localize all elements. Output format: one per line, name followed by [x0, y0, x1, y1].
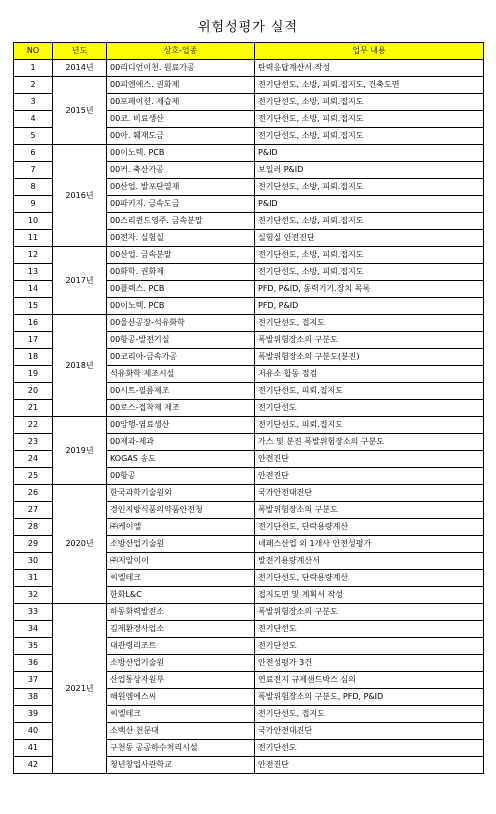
company-cell: 씨엘테크 [107, 570, 255, 587]
company-cell: 00로스-접착제 제조 [107, 400, 255, 417]
work-cell: 전기단선도, 접지도 [255, 315, 484, 332]
work-cell: 전기단선도 [255, 621, 484, 638]
header-work: 업무 내용 [255, 43, 484, 60]
row-number: 33 [14, 604, 53, 621]
work-cell: 전기단선도 [255, 638, 484, 655]
work-cell: 전기단선도, 소방, 피뢰.접지도 [255, 111, 484, 128]
row-number: 9 [14, 196, 53, 213]
company-cell: 한국과학기술원외 [107, 485, 255, 502]
year-cell: 2020년 [53, 485, 107, 604]
work-cell: 폭발위험장소의 구분도, PFD, P&ID [255, 689, 484, 706]
row-number: 24 [14, 451, 53, 468]
company-cell: 00화학. 권화제 [107, 264, 255, 281]
company-cell: 00스리퀸드영주. 금속분말 [107, 213, 255, 230]
company-cell: 대관령리조트 [107, 638, 255, 655]
row-number: 15 [14, 298, 53, 315]
row-number: 28 [14, 519, 53, 536]
work-cell: 안전진단 [255, 757, 484, 774]
work-cell: 전기단선도, 소방, 피뢰.접지도, 건축도면 [255, 77, 484, 94]
table-row [14, 145, 484, 162]
row-number: 41 [14, 740, 53, 757]
work-cell: 전기단선도, 소방, 피뢰.접지도 [255, 213, 484, 230]
row-number: 42 [14, 757, 53, 774]
row-number: 14 [14, 281, 53, 298]
company-cell: 00이노텍. PCB [107, 145, 255, 162]
company-cell: 구천동 공공하수처리시설 [107, 740, 255, 757]
work-cell: PFD, P&ID, 동력기기.장치 목록 [255, 281, 484, 298]
row-number: 38 [14, 689, 53, 706]
company-cell: 00항공 [107, 468, 255, 485]
year-cell: 2016년 [53, 145, 107, 247]
company-cell: 00플렉스. PCB [107, 281, 255, 298]
table-row [14, 604, 484, 621]
row-number: 19 [14, 366, 53, 383]
table-row [14, 315, 484, 332]
work-cell: 전기단선도, 소방, 피뢰.접지도 [255, 247, 484, 264]
row-number: 23 [14, 434, 53, 451]
row-number: 21 [14, 400, 53, 417]
row-number: 12 [14, 247, 53, 264]
work-cell: P&ID [255, 145, 484, 162]
company-cell: 경인지방식품의약품안전청 [107, 502, 255, 519]
work-cell: 전기단선도, 소방, 피뢰.접지도 [255, 94, 484, 111]
company-cell: 씨엘테크 [107, 706, 255, 723]
company-cell: 00제과-제과 [107, 434, 255, 451]
row-number: 13 [14, 264, 53, 281]
row-number: 34 [14, 621, 53, 638]
company-cell: 하동화력발전소 [107, 604, 255, 621]
work-cell: 폭발위험장소의 구분도 [255, 604, 484, 621]
company-cell: 00코리아-금속가공 [107, 349, 255, 366]
company-cell: 00리디언이천. 원료가공 [107, 60, 255, 77]
work-cell: 가스 및 분진 폭발위험장소의 구분도 [255, 434, 484, 451]
company-cell: 00산업. 발포단열재 [107, 179, 255, 196]
work-cell: 국가안전대진단 [255, 485, 484, 502]
work-cell: 전기단선도 [255, 400, 484, 417]
year-cell: 2014년 [53, 60, 107, 77]
header-row [14, 43, 484, 60]
company-cell: KOGAS 송도 [107, 451, 255, 468]
company-cell: 00산업. 금속분말 [107, 247, 255, 264]
company-cell: 석유화학 제조시설 [107, 366, 255, 383]
company-cell: ㈜케이엘 [107, 519, 255, 536]
row-number: 18 [14, 349, 53, 366]
row-number: 1 [14, 60, 53, 77]
year-cell: 2015년 [53, 77, 107, 145]
row-number: 3 [14, 94, 53, 111]
work-cell: 전기단선도, 소방, 피뢰.접지도 [255, 264, 484, 281]
work-cell: 전기단선도, 단락용량계산 [255, 519, 484, 536]
year-cell: 2018년 [53, 315, 107, 417]
company-cell: 00파키지. 금속도금 [107, 196, 255, 213]
work-cell: 폭발위험장소의 구분도 [255, 502, 484, 519]
company-cell: 소백산 천문대 [107, 723, 255, 740]
work-cell: 접지도면 및 계획서 작성 [255, 587, 484, 604]
row-number: 29 [14, 536, 53, 553]
work-cell: 안전진단 [255, 451, 484, 468]
work-cell: 저유소 합동 점검 [255, 366, 484, 383]
company-cell: 00울산공장-석유화학 [107, 315, 255, 332]
row-number: 37 [14, 672, 53, 689]
work-cell: 전기단선도, 접지도 [255, 706, 484, 723]
work-cell: 안전성평가 3건 [255, 655, 484, 672]
work-cell: 연료전지 규제샌드박스 심의 [255, 672, 484, 689]
row-number: 27 [14, 502, 53, 519]
table-row [14, 77, 484, 94]
company-cell: 00시트-필름제조 [107, 383, 255, 400]
row-number: 6 [14, 145, 53, 162]
work-cell: 전기단선도 [255, 740, 484, 757]
work-cell: P&ID [255, 196, 484, 213]
company-cell: 00포페이션. 제습제 [107, 94, 255, 111]
work-cell: 전기단선도, 단락용량계산 [255, 570, 484, 587]
work-cell: 보일러 P&ID [255, 162, 484, 179]
company-cell: 해원엠에스씨 [107, 689, 255, 706]
work-cell: 국가안전대진단 [255, 723, 484, 740]
row-number: 39 [14, 706, 53, 723]
row-number: 26 [14, 485, 53, 502]
row-number: 32 [14, 587, 53, 604]
company-cell: 00아. 훼재도금 [107, 128, 255, 145]
table-row [14, 247, 484, 264]
company-cell: 소방산업기술원 [107, 655, 255, 672]
work-cell: 네패스산업 외 1개사 안전성평가 [255, 536, 484, 553]
row-number: 22 [14, 417, 53, 434]
row-number: 4 [14, 111, 53, 128]
row-number: 20 [14, 383, 53, 400]
company-cell: 00항공-발전기실 [107, 332, 255, 349]
company-cell: 00코. 비료생산 [107, 111, 255, 128]
row-number: 31 [14, 570, 53, 587]
work-cell: 전기단선도, 피뢰.접지도 [255, 383, 484, 400]
row-number: 7 [14, 162, 53, 179]
row-number: 35 [14, 638, 53, 655]
row-number: 8 [14, 179, 53, 196]
work-cell: PFD, P&ID [255, 298, 484, 315]
table-body [14, 60, 484, 774]
work-cell: 발전기용량계산서 [255, 553, 484, 570]
company-cell: 00이노텍. PCB [107, 298, 255, 315]
row-number: 30 [14, 553, 53, 570]
row-number: 36 [14, 655, 53, 672]
company-cell: 산업통상자원부 [107, 672, 255, 689]
work-cell: 탄력응답계산서 작성 [255, 60, 484, 77]
company-cell: 한화L&C [107, 587, 255, 604]
company-cell: 00앙행-염료생산 [107, 417, 255, 434]
row-number: 17 [14, 332, 53, 349]
company-cell: 00커. 축산가공 [107, 162, 255, 179]
page-title: 위험성평가 실적 [197, 20, 299, 35]
company-cell: 소방산업기술원 [107, 536, 255, 553]
table-row [14, 485, 484, 502]
work-cell: 전기단선도, 소방, 피뢰.접지도 [255, 128, 484, 145]
table-row [14, 417, 484, 434]
company-cell: 00피엔에스. 권화제 [107, 77, 255, 94]
row-number: 10 [14, 213, 53, 230]
work-cell: 전기단선도, 피뢰.접지도 [255, 417, 484, 434]
header-no: NO [14, 43, 53, 60]
company-cell: ㈜지알이이 [107, 553, 255, 570]
work-cell: 실험실 안전진단 [255, 230, 484, 247]
work-cell: 전기단선도, 소방, 피뢰.접지도 [255, 179, 484, 196]
header-year: 년도 [53, 43, 107, 60]
year-cell: 2021년 [53, 604, 107, 774]
row-number: 40 [14, 723, 53, 740]
row-number: 11 [14, 230, 53, 247]
header-company: 상호-업종 [107, 43, 255, 60]
work-cell: 폭발위험장소의 구분도 [255, 332, 484, 349]
row-number: 25 [14, 468, 53, 485]
row-number: 5 [14, 128, 53, 145]
row-number: 2 [14, 77, 53, 94]
work-cell: 폭발위험장소의 구분도(분진) [255, 349, 484, 366]
table-row [14, 60, 484, 77]
company-cell: 청년창업사관학교 [107, 757, 255, 774]
year-cell: 2019년 [53, 417, 107, 485]
company-cell: 김제환경사업소 [107, 621, 255, 638]
performance-table [13, 42, 484, 774]
company-cell: 00전자. 실험실 [107, 230, 255, 247]
year-cell: 2017년 [53, 247, 107, 315]
work-cell: 안전진단 [255, 468, 484, 485]
row-number: 16 [14, 315, 53, 332]
